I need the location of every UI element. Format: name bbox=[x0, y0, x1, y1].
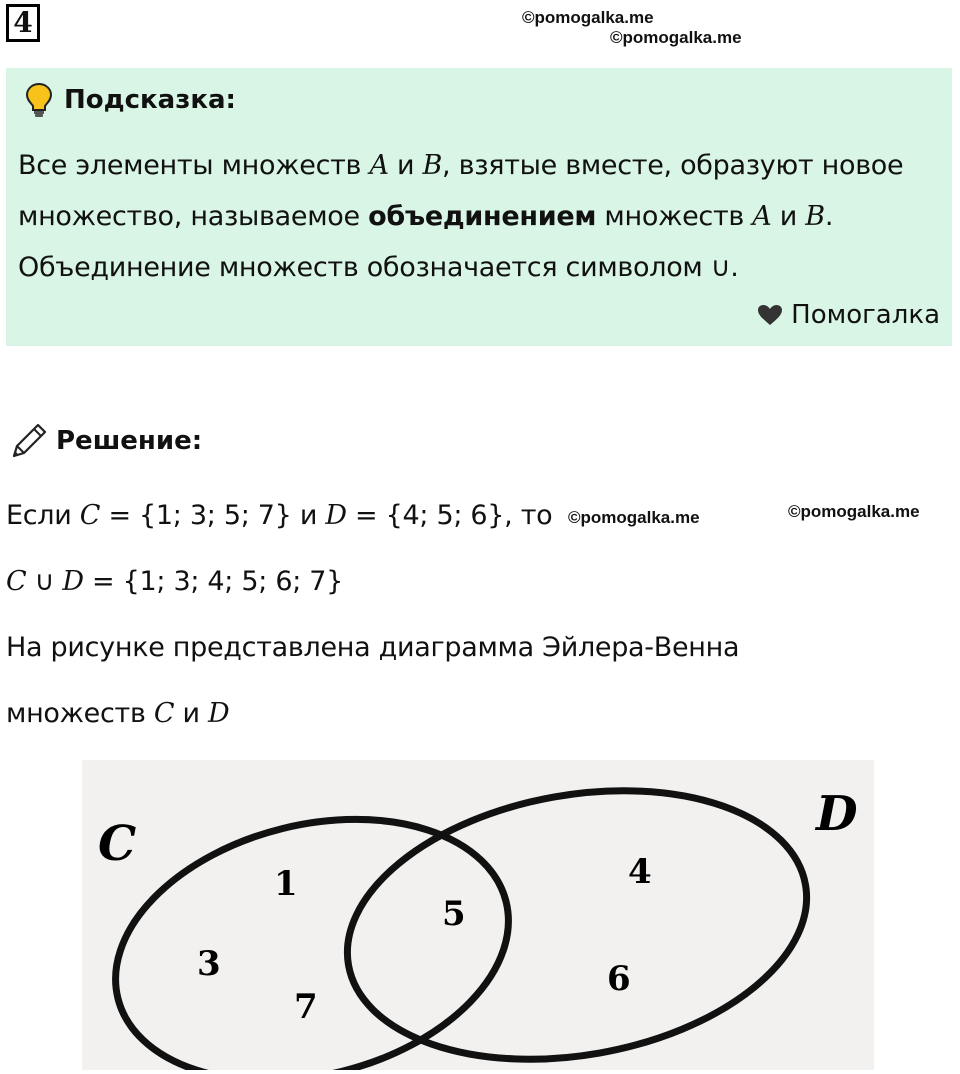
solution-line-4: множеств C и D bbox=[6, 698, 230, 729]
watermark: ©pomogalka.me bbox=[568, 508, 700, 527]
venn-svg bbox=[82, 760, 874, 1070]
lightbulb-icon bbox=[24, 82, 54, 118]
element-only-d: 4 bbox=[628, 852, 652, 892]
solution-header bbox=[8, 420, 202, 462]
hint-title: Подсказка: bbox=[64, 85, 236, 115]
hint-text: Все элементы множеств A и B, взятые вместе, образуют новое множество, называемое объединением множеств A и B. Объединение множеств обозначается символом ∪. bbox=[18, 150, 904, 283]
union-term: объединением bbox=[368, 201, 597, 232]
signature: Помогалка bbox=[757, 300, 940, 330]
set-d-label: D bbox=[816, 786, 858, 842]
element-both: 5 bbox=[442, 894, 466, 934]
watermark: ©pomogalka.me bbox=[610, 28, 742, 47]
heart-icon bbox=[757, 304, 783, 326]
hint-header bbox=[24, 82, 236, 118]
element-only-c: 7 bbox=[294, 987, 318, 1027]
watermark: ©pomogalka.me bbox=[788, 502, 920, 521]
element-only-c: 1 bbox=[274, 864, 298, 904]
solution-line-1: Если C = {1; 3; 5; 7} и D = {4; 5; 6}, то bbox=[6, 500, 553, 531]
solution-line-2: C ∪ D = {1; 3; 4; 5; 6; 7} bbox=[6, 566, 344, 597]
hint-box bbox=[6, 68, 952, 346]
set-c-label: C bbox=[98, 816, 137, 872]
solution-line-3: На рисунке представлена диаграмма Эйлера-Венна bbox=[6, 632, 740, 663]
task-number: 4 bbox=[6, 4, 40, 42]
watermark: ©pomogalka.me bbox=[522, 8, 654, 27]
set-d-ellipse bbox=[326, 760, 828, 1070]
element-only-d: 6 bbox=[607, 959, 631, 999]
pencil-icon bbox=[8, 420, 50, 462]
solution-title: Решение: bbox=[56, 426, 203, 456]
venn-diagram bbox=[82, 760, 874, 1070]
element-only-c: 3 bbox=[197, 944, 221, 984]
